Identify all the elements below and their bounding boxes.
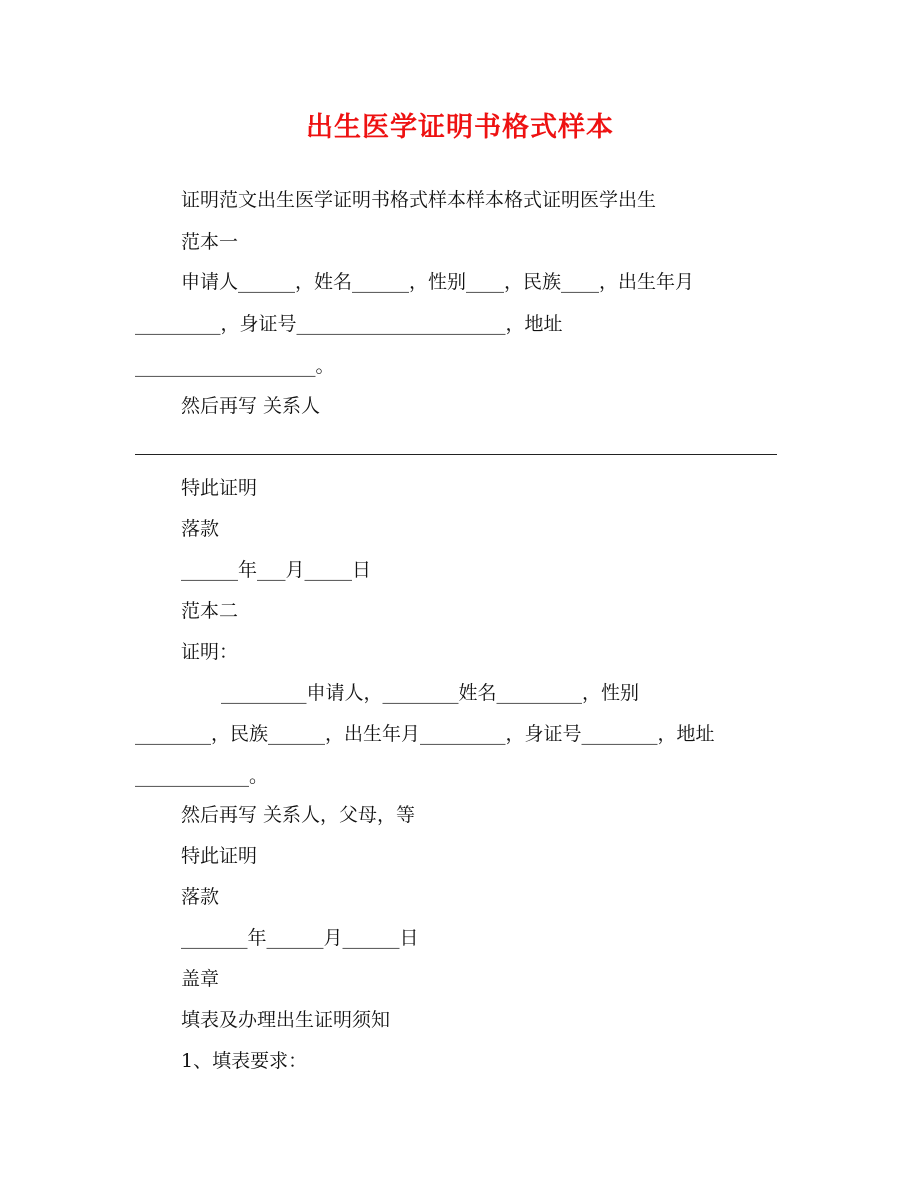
fill-requirements-heading: 1、填表要求： xyxy=(181,1050,308,1072)
applicant-line-3: ___________________。 xyxy=(135,355,335,377)
signature-label: 落款 xyxy=(181,886,220,908)
seal-label: 盖章 xyxy=(181,968,220,990)
template-one-heading: 范本一 xyxy=(181,231,239,253)
intro-line: 证明范文出生医学证明书格式样本样本格式证明医学出生 xyxy=(181,189,657,211)
blank-rule xyxy=(135,454,777,455)
applicant-line-3: ____________。 xyxy=(135,765,269,787)
document-title: 出生医学证明书格式样本 xyxy=(306,112,614,143)
certificate-label: 证明： xyxy=(181,641,239,663)
certify-line: 特此证明 xyxy=(181,845,258,867)
certify-line: 特此证明 xyxy=(181,477,258,499)
related-person-line: 然后再写 关系人，父母，等 xyxy=(181,804,416,826)
applicant-line-1: _________申请人，________姓名_________，性别 xyxy=(221,682,640,704)
applicant-line-2: _________，身证号______________________，地址 xyxy=(135,313,563,335)
instructions-heading: 填表及办理出生证明须知 xyxy=(181,1009,391,1031)
date-line: ______年___月_____日 xyxy=(181,559,372,581)
date-line: _______年______月______日 xyxy=(181,927,419,949)
template-two-heading: 范本二 xyxy=(181,600,239,622)
related-person-line: 然后再写 关系人 xyxy=(181,395,321,417)
signature-label: 落款 xyxy=(181,518,220,540)
applicant-line-1: 申请人______，姓名______，性别____，民族____，出生年月 xyxy=(181,271,695,293)
applicant-line-2: ________，民族______，出生年月_________，身证号________，地址 xyxy=(135,723,715,745)
